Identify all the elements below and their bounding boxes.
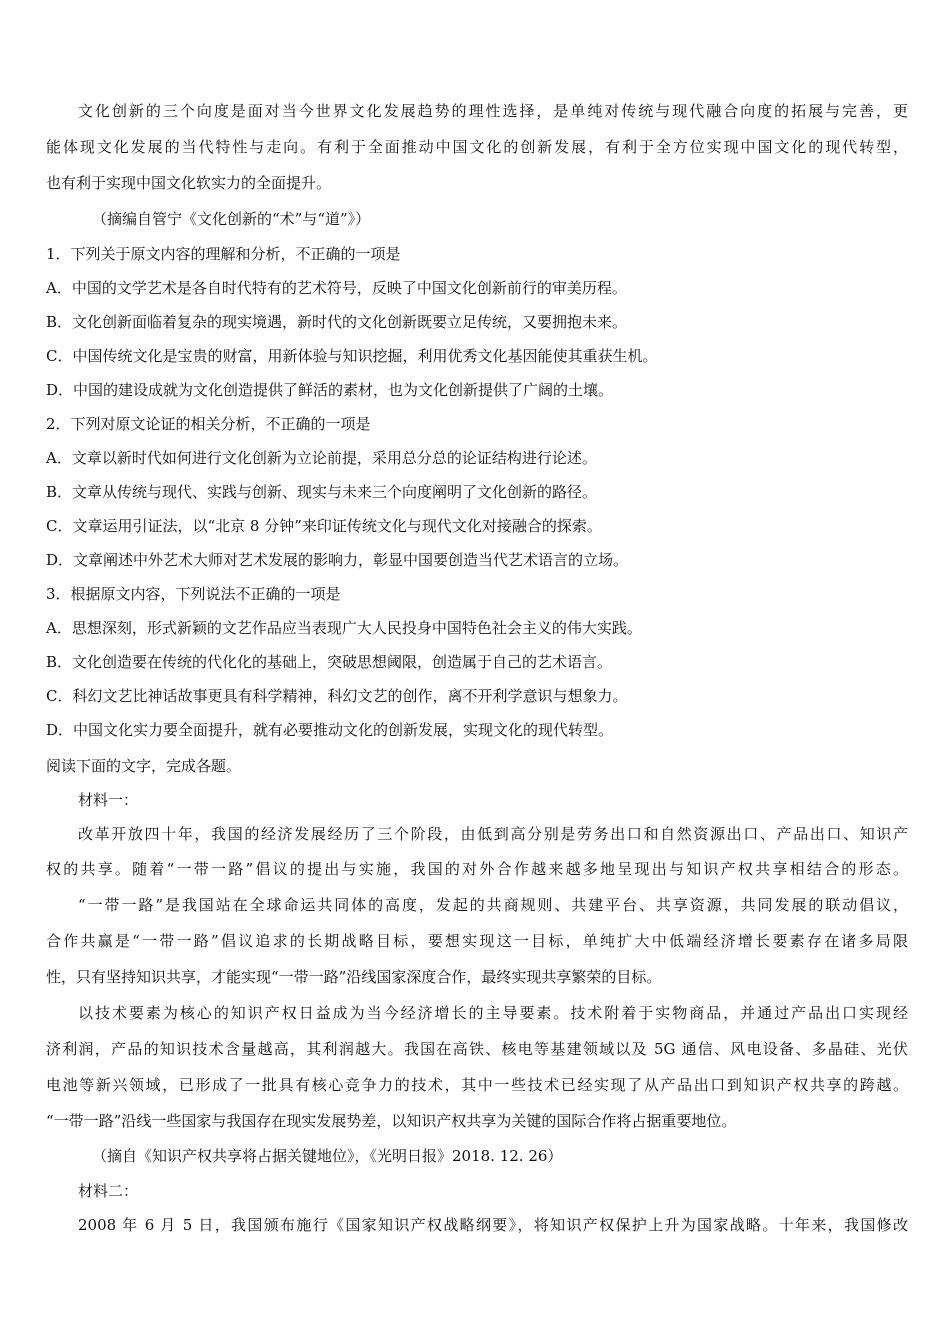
question-3-option-c: C．科幻文艺比神话故事更具有科学精神，科幻文艺的创作，离不开利学意识与想象力。 xyxy=(46,687,628,705)
passage-line: 也有利于实现中国文化软实力的全面提升。 xyxy=(46,174,332,192)
question-1-option-a: A．中国的文学艺术是各自时代特有的艺术符号，反映了中国文化创新前行的审美历程。 xyxy=(46,279,627,297)
material-1-source: （摘自《知识产权共享将占据关键地位》，《光明日报》2018. 12. 26） xyxy=(92,1147,563,1165)
question-1-stem: 1．下列关于原文内容的理解和分析，不正确的一项是 xyxy=(46,245,401,263)
material-2-heading: 材料二： xyxy=(78,1182,139,1200)
question-1-option-d: D．中国的建设成就为文化创造提供了鲜活的素材，也为文化创新提供了广阔的土壤。 xyxy=(46,381,614,399)
material-1-line: 电池等新兴领域，已形成了一批具有核心竞争力的技术，其中一些技术已经实现了从产品出口到知识产权共享的跨越。 xyxy=(46,1076,908,1094)
question-1-option-c: C．中国传统文化是宝贵的财富，用新体验与知识挖掘，利用优秀文化基因能使其重获生机。 xyxy=(46,347,658,365)
passage-line: 能体现文化发展的当代特性与走向。有利于全面推动中国文化的创新发展，有利于全方位实现中国文化的现代转型， xyxy=(46,138,908,156)
material-1-line: 济利润，产品的知识技术含量越高，其利润越大。我国在高铁、核电等基建领域以及 5G 通信、风电设备、多晶硅、光伏 xyxy=(46,1040,908,1058)
question-2-option-c: C．文章运用引证法，以“北京 8 分钟”来印证传统文化与现代文化对接融合的探索。 xyxy=(46,517,602,535)
question-2-option-b: B．文章从传统与现代、实践与创新、现实与未来三个向度阐明了文化创新的路径。 xyxy=(46,483,598,501)
passage-line: 文化创新的三个向度是面对当今世界文化发展趋势的理性选择，是单纯对传统与现代融合向度的拓展与完善，更 xyxy=(78,102,908,120)
reading-instruction: 阅读下面的文字，完成各题。 xyxy=(46,757,242,775)
material-1-heading: 材料一： xyxy=(78,791,139,809)
material-1-line: “一带一路”沿线一些国家与我国存在现实发展势差，以知识产权共享为关键的国际合作将占据重要地位。 xyxy=(46,1112,737,1130)
question-2-option-d: D．文章阐述中外艺术大师对艺术发展的影响力，彰显中国要创造当代艺术语言的立场。 xyxy=(46,551,629,569)
question-2-option-a: A．文章以新时代如何进行文化创新为立论前提，采用总分总的论证结构进行论述。 xyxy=(46,449,597,467)
question-3-stem: 3．根据原文内容，下列说法不正确的一项是 xyxy=(46,585,341,603)
material-1-line: 改革开放四十年，我国的经济发展经历了三个阶段，由低到高分别是劳务出口和自然资源出口、产品出口、知识产 xyxy=(78,825,908,843)
material-1-line: 权的共享。随着“一带一路”倡议的提出与实施，我国的对外合作越来越多地呈现出与知识产权共享相结合的形态。 xyxy=(46,860,908,878)
question-1-option-b: B．文化创新面临着复杂的现实境遇，新时代的文化创新既要立足传统，又要拥抱未来。 xyxy=(46,313,628,331)
material-1-line: “一带一路”是我国站在全球命运共同体的高度，发起的共商规则、共建平台、共享资源，共同发展的联动倡议， xyxy=(78,896,908,914)
material-1-line: 合作共赢是“一带一路”倡议追求的长期战略目标，要想实现这一目标，单纯扩大中低端经济增长要素存在诸多局限 xyxy=(46,932,908,950)
material-2-line: 2008 年 6 月 5 日，我国颁布施行《国家知识产权战略纲要》，将知识产权保护上升为国家战略。十年来，我国修改 xyxy=(78,1216,908,1234)
material-1-line: 性，只有坚持知识共享，才能实现“一带一路”沿线国家深度合作，最终实现共享繁荣的目标。 xyxy=(46,968,662,986)
question-3-option-d: D．中国文化实力要全面提升，就有必要推动文化的创新发展，实现文化的现代转型。 xyxy=(46,721,614,739)
source-citation: （摘编自管宁《文化创新的“术”与“道”》） xyxy=(92,210,371,228)
question-3-option-a: A．思想深刻，形式新颖的文艺作品应当表现广大人民投身中国特色社会主义的伟大实践。 xyxy=(46,619,642,637)
question-2-stem: 2．下列对原文论证的相关分析，不正确的一项是 xyxy=(46,415,371,433)
question-3-option-b: B．文化创造要在传统的代化化的基础上，突破思想阈限，创造属于自己的艺术语言。 xyxy=(46,653,613,671)
material-1-line: 以技术要素为核心的知识产权日益成为当今经济增长的主导要素。技术附着于实物商品，并通过产品出口实现经 xyxy=(78,1004,908,1022)
